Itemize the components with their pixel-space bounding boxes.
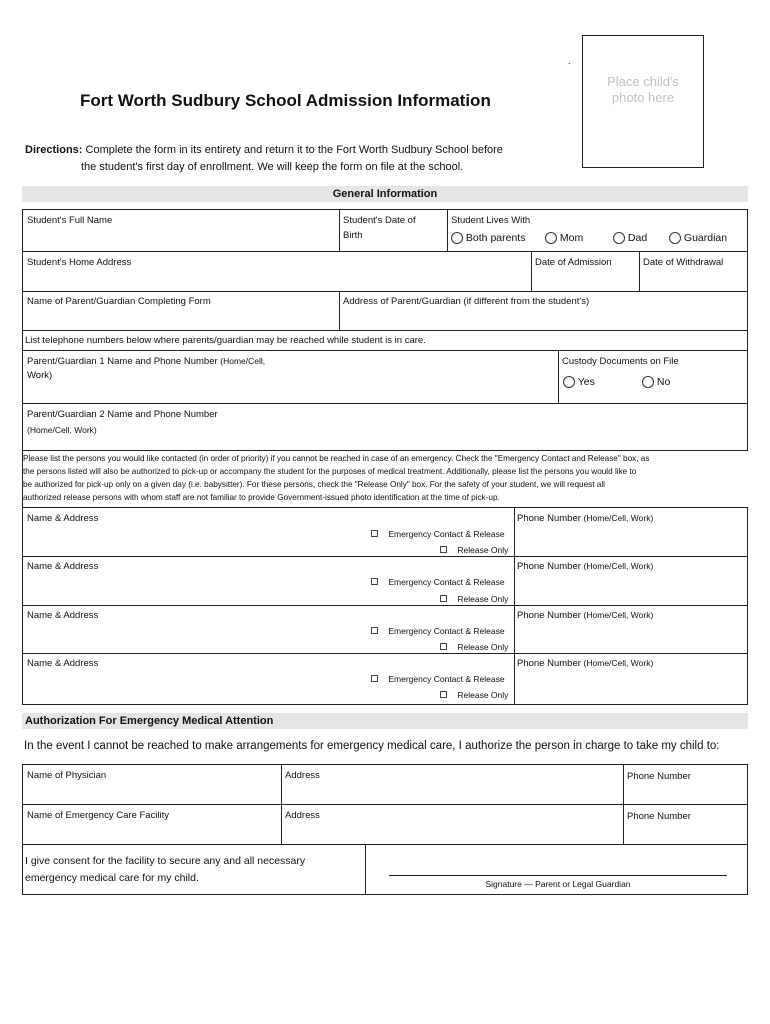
contact-phone-label: Phone Number (Home/Cell, Work): [517, 610, 654, 621]
phone-instructions-row: [22, 330, 748, 351]
photo-placeholder: Place child's photo here: [607, 74, 679, 105]
directions-line2: the student's first day of enrollment. We will keep the form on file at the school.: [81, 161, 464, 173]
contact-phone-label: Phone Number (Home/Cell, Work): [517, 561, 654, 572]
date-withdrawal-label: Date of Withdrawal: [643, 257, 724, 268]
contact-phone-label: Phone Number (Home/Cell, Work): [517, 513, 654, 524]
emergency-contact-option[interactable]: Emergency Contact & Release: [371, 626, 505, 636]
radio-icon: [642, 376, 654, 388]
contact-phone-label: Phone Number (Home/Cell, Work): [517, 658, 654, 669]
consent-line-2: emergency medical care for my child.: [25, 872, 199, 884]
custody-yes[interactable]: Yes: [563, 376, 595, 388]
emergency-contact-option[interactable]: Emergency Contact & Release: [371, 577, 505, 587]
radio-icon: [613, 232, 625, 244]
checkbox-icon: [371, 675, 378, 682]
dob-label: Student's Date of: [343, 215, 416, 226]
parent-completing-label: Name of Parent/Guardian Completing Form: [27, 296, 211, 307]
emergency-contact-option[interactable]: Emergency Contact & Release: [371, 674, 505, 684]
physician-address-label: Address: [285, 770, 320, 781]
contact-name-label: Name & Address: [27, 561, 99, 572]
contacts-instructions: Please list the persons you would like contacted (in order of priority) if you cannot be reached in case of an emergency. Check the "Emergency Contact and Release" box, as the persons listed will also be authorized to pick-up or accompany the student for the purposes of medical treatment. Additionally, please list the persons you would like to be authorized for pick-up only on a given day (i.e. babysitter). For these persons, check the "Release Only" box. For the safety of your student, we will request all authorized release persons with whom staff are not familiar to provide Government-issued photo identification at the time of pick-up.: [23, 454, 650, 502]
contacts-table: [22, 507, 748, 705]
pg2-label: Parent/Guardian 2 Name and Phone Number: [27, 409, 218, 420]
facility-label: Name of Emergency Care Facility: [27, 810, 170, 821]
contact-name-label: Name & Address: [27, 513, 99, 524]
consent-line-1: I give consent for the facility to secure any and all necessary: [25, 855, 306, 867]
contact-name-label: Name & Address: [27, 610, 99, 621]
signature-line[interactable]: [389, 875, 727, 876]
release-only-option[interactable]: Release Only: [440, 545, 508, 555]
option-guardian[interactable]: Guardian: [669, 232, 727, 244]
contact-name-label: Name & Address: [27, 658, 99, 669]
radio-icon: [451, 232, 463, 244]
medical-statement: In the event I cannot be reached to make arrangements for emergency medical care, I authorize the person in charge to take my child to:: [24, 740, 720, 752]
lives-with-label: Student Lives With: [451, 215, 531, 226]
custody-label: Custody Documents on File: [562, 356, 679, 367]
checkbox-icon: [440, 643, 447, 650]
medical-table: [22, 764, 748, 895]
radio-icon: [669, 232, 681, 244]
option-both-parents[interactable]: Both parents: [451, 232, 525, 244]
directions: [25, 142, 503, 176]
checkbox-icon: [371, 530, 378, 537]
facility-address-label: Address: [285, 810, 320, 821]
general-row-1: [22, 209, 748, 252]
photo-box[interactable]: [582, 35, 704, 168]
checkbox-icon: [371, 578, 378, 585]
phone-instructions: List telephone numbers below where parents/guardian may be reached while student is in care.: [25, 335, 426, 346]
parent-guardian-1-row: [22, 350, 748, 404]
radio-icon: [545, 232, 557, 244]
general-row-2: [22, 251, 748, 292]
option-dad[interactable]: Dad: [613, 232, 647, 244]
home-address-label: Student's Home Address: [27, 257, 132, 268]
para-left-border: [22, 451, 23, 508]
release-only-option[interactable]: Release Only: [440, 690, 508, 700]
release-only-option[interactable]: Release Only: [440, 594, 508, 604]
release-only-option[interactable]: Release Only: [440, 642, 508, 652]
general-row-3: [22, 291, 748, 331]
checkbox-icon: [371, 627, 378, 634]
date-admission-label: Date of Admission: [535, 257, 612, 268]
checkbox-icon: [440, 595, 447, 602]
full-name-label: Student's Full Name: [27, 215, 113, 226]
option-mom[interactable]: Mom: [545, 232, 583, 244]
pg1-label-2: Work): [27, 370, 53, 381]
emergency-contact-option[interactable]: Emergency Contact & Release: [371, 529, 505, 539]
dob-label-2: Birth: [343, 230, 363, 241]
physician-label: Name of Physician: [27, 770, 107, 781]
radio-icon: [563, 376, 575, 388]
pg2-label-2: (Home/Cell, Work): [27, 425, 97, 435]
general-info-heading: General Information: [22, 186, 748, 202]
medical-heading: Authorization For Emergency Medical Attention: [22, 713, 748, 729]
directions-label: Directions:: [25, 144, 83, 156]
physician-phone-label: Phone Number: [627, 771, 691, 782]
checkbox-icon: [440, 546, 447, 553]
pg1-label: Parent/Guardian 1 Name and Phone Number (Home/Cell,: [27, 356, 266, 367]
stray-dot: .: [568, 56, 571, 66]
directions-line1: Complete the form in its entirety and return it to the Fort Worth Sudbury School before: [85, 144, 503, 156]
form-title: Fort Worth Sudbury School Admission Information: [80, 91, 491, 110]
checkbox-icon: [440, 691, 447, 698]
facility-phone-label: Phone Number: [627, 811, 691, 822]
signature-label: Signature — Parent or Legal Guardian: [485, 879, 631, 889]
parent-address-label: Address of Parent/Guardian (if different from the student's): [343, 296, 590, 307]
custody-no[interactable]: No: [642, 376, 670, 388]
parent-guardian-2-row: [22, 403, 748, 451]
